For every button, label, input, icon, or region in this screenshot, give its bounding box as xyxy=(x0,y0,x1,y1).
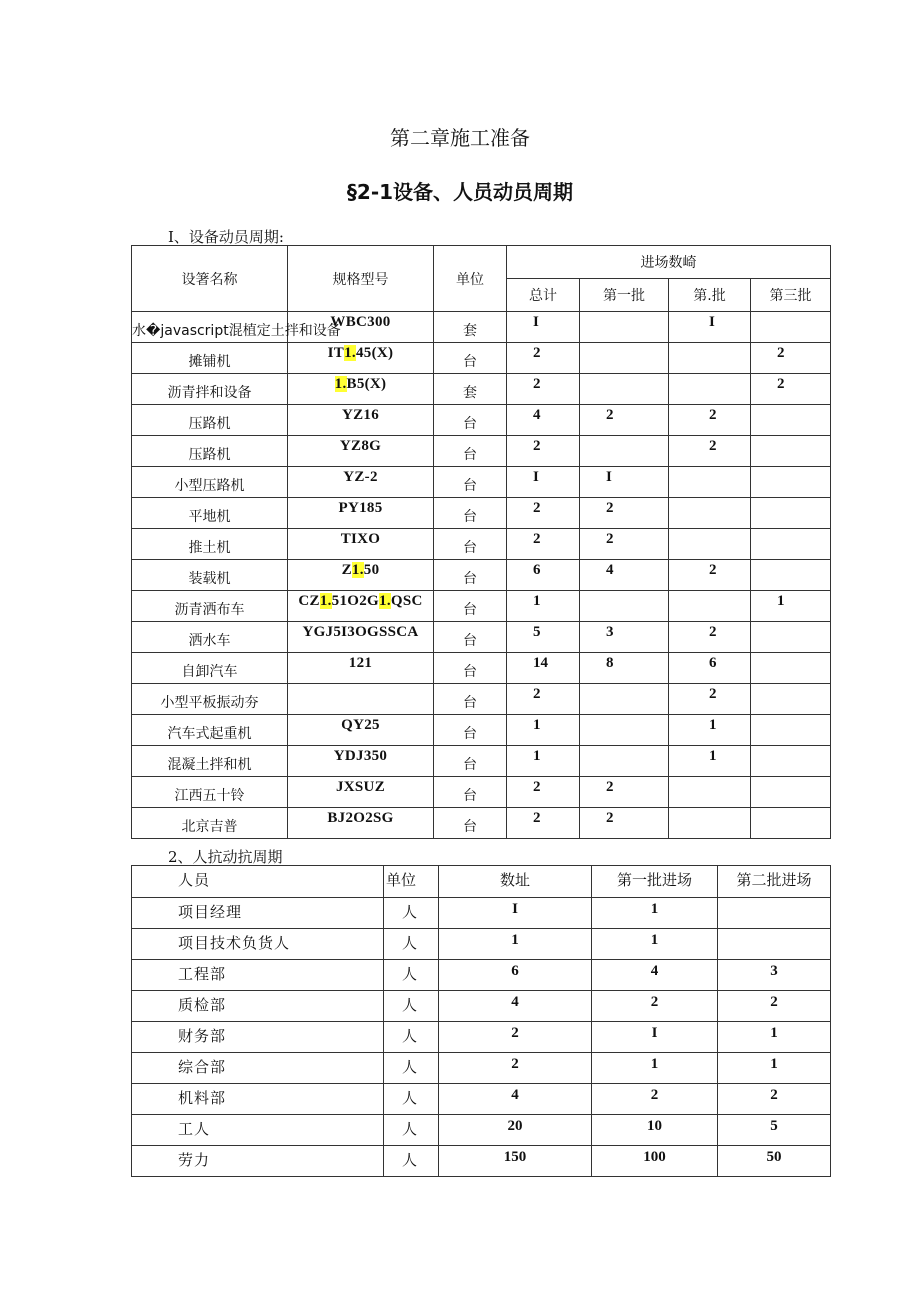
equipment-unit: 台 xyxy=(434,653,507,684)
personnel-unit: 人 xyxy=(384,1084,439,1115)
personnel-count: 4 xyxy=(439,991,592,1022)
equipment-total: 2 xyxy=(507,684,580,715)
personnel-row xyxy=(132,960,831,991)
equipment-name: 小型压路机 xyxy=(132,467,288,498)
personnel-batch2: 3 xyxy=(718,960,831,991)
equipment-batch2: 2 xyxy=(669,405,751,436)
equipment-header-batch2: 第.批 xyxy=(669,279,751,312)
equipment-row xyxy=(132,622,831,653)
personnel-unit: 人 xyxy=(384,898,439,929)
equipment-total: 2 xyxy=(507,436,580,467)
equipment-header-qty-group: 进场数崎 xyxy=(507,246,831,279)
personnel-batch1: I xyxy=(592,1022,718,1053)
equipment-batch2: 2 xyxy=(669,560,751,591)
equipment-unit: 台 xyxy=(434,343,507,374)
equipment-batch2: 2 xyxy=(669,436,751,467)
equipment-batch3 xyxy=(751,684,831,715)
personnel-count: 150 xyxy=(439,1146,592,1177)
equipment-name: 摊铺机 xyxy=(132,343,288,374)
equipment-name: 自卸汽车 xyxy=(132,653,288,684)
personnel-role: 项目技术负货人 xyxy=(132,929,384,960)
equipment-model: BJ2O2SG xyxy=(288,808,434,839)
equipment-unit: 台 xyxy=(434,591,507,622)
equipment-name: 压路机 xyxy=(132,405,288,436)
equipment-row xyxy=(132,405,831,436)
personnel-role: 工人 xyxy=(132,1115,384,1146)
personnel-count: I xyxy=(439,898,592,929)
equipment-batch3 xyxy=(751,529,831,560)
equipment-batch3 xyxy=(751,715,831,746)
equipment-row xyxy=(132,374,831,405)
equipment-unit: 台 xyxy=(434,777,507,808)
equipment-batch1: I xyxy=(580,467,669,498)
personnel-unit: 人 xyxy=(384,1146,439,1177)
personnel-role: 工程部 xyxy=(132,960,384,991)
equipment-total: I xyxy=(507,312,580,343)
equipment-batch3 xyxy=(751,312,831,343)
highlight-mark: 1. xyxy=(319,593,332,609)
equipment-batch3 xyxy=(751,405,831,436)
equipment-name: 洒水车 xyxy=(132,622,288,653)
personnel-role: 项目经理 xyxy=(132,898,384,929)
equipment-model: Z1.50 xyxy=(288,560,434,591)
equipment-batch2 xyxy=(669,374,751,405)
equipment-unit: 台 xyxy=(434,808,507,839)
equipment-row xyxy=(132,498,831,529)
personnel-count: 1 xyxy=(439,929,592,960)
equipment-batch1 xyxy=(580,343,669,374)
equipment-batch3 xyxy=(751,560,831,591)
equipment-total: 6 xyxy=(507,560,580,591)
equipment-header-batch3: 第三批 xyxy=(751,279,831,312)
personnel-unit: 人 xyxy=(384,991,439,1022)
highlight-mark: 1. xyxy=(379,593,391,609)
personnel-batch2: 2 xyxy=(718,1084,831,1115)
personnel-header-count: 数址 xyxy=(439,866,592,898)
personnel-header-unit: 单位 xyxy=(384,866,439,898)
equipment-batch1: 2 xyxy=(580,405,669,436)
personnel-batch2 xyxy=(718,898,831,929)
personnel-batch2: 2 xyxy=(718,991,831,1022)
personnel-batch2: 1 xyxy=(718,1022,831,1053)
personnel-batch2: 50 xyxy=(718,1146,831,1177)
equipment-name: 北京吉普 xyxy=(132,808,288,839)
equipment-row xyxy=(132,653,831,684)
personnel-section-heading: 2、人抗动抗周期 xyxy=(168,848,283,866)
equipment-header-batch1: 第一批 xyxy=(580,279,669,312)
equipment-batch1: 8 xyxy=(580,653,669,684)
equipment-model: 121 xyxy=(288,653,434,684)
personnel-batch1: 1 xyxy=(592,929,718,960)
equipment-name: 沥青拌和设备 xyxy=(132,374,288,405)
personnel-count: 4 xyxy=(439,1084,592,1115)
chapter-title: 第二章施工准备 xyxy=(390,126,530,150)
equipment-unit: 台 xyxy=(434,746,507,777)
equipment-batch1: 3 xyxy=(580,622,669,653)
personnel-unit: 人 xyxy=(384,1022,439,1053)
equipment-batch2 xyxy=(669,529,751,560)
personnel-role: 质检部 xyxy=(132,991,384,1022)
equipment-batch3 xyxy=(751,467,831,498)
personnel-unit: 人 xyxy=(384,1115,439,1146)
personnel-row xyxy=(132,1115,831,1146)
equipment-header-total: 总计 xyxy=(507,279,580,312)
equipment-model: PY185 xyxy=(288,498,434,529)
equipment-row xyxy=(132,684,831,715)
equipment-total: 2 xyxy=(507,343,580,374)
equipment-batch2: 2 xyxy=(669,622,751,653)
equipment-model: WBC300 xyxy=(288,312,434,343)
equipment-name: 沥青洒布车 xyxy=(132,591,288,622)
equipment-model: YZ-2 xyxy=(288,467,434,498)
equipment-row xyxy=(132,560,831,591)
equipment-batch2: 2 xyxy=(669,684,751,715)
equipment-unit: 台 xyxy=(434,529,507,560)
personnel-batch1: 10 xyxy=(592,1115,718,1146)
equipment-row xyxy=(132,808,831,839)
equipment-name: 水�javascript混植定土拌和设备 xyxy=(132,312,288,343)
equipment-unit: 台 xyxy=(434,560,507,591)
equipment-total: 5 xyxy=(507,622,580,653)
equipment-batch2: 1 xyxy=(669,746,751,777)
equipment-unit: 台 xyxy=(434,715,507,746)
equipment-batch1: 4 xyxy=(580,560,669,591)
equipment-batch2 xyxy=(669,343,751,374)
equipment-unit: 台 xyxy=(434,467,507,498)
equipment-section-heading: I、设备动员周期: xyxy=(168,228,284,246)
equipment-batch3 xyxy=(751,622,831,653)
equipment-batch1 xyxy=(580,746,669,777)
personnel-table xyxy=(131,865,831,1177)
equipment-batch1 xyxy=(580,715,669,746)
personnel-batch2 xyxy=(718,929,831,960)
equipment-row xyxy=(132,467,831,498)
equipment-batch2 xyxy=(669,777,751,808)
personnel-batch1: 4 xyxy=(592,960,718,991)
equipment-name: 汽车式起重机 xyxy=(132,715,288,746)
equipment-name: 压路机 xyxy=(132,436,288,467)
equipment-row xyxy=(132,591,831,622)
personnel-role: 综合部 xyxy=(132,1053,384,1084)
equipment-batch1 xyxy=(580,591,669,622)
equipment-batch2 xyxy=(669,591,751,622)
equipment-model xyxy=(288,684,434,715)
personnel-header-batch1: 第一批进场 xyxy=(592,866,718,898)
equipment-name: 平地机 xyxy=(132,498,288,529)
equipment-row xyxy=(132,343,831,374)
equipment-model: YGJ5I3OGSSCA xyxy=(288,622,434,653)
equipment-model: YZ8G xyxy=(288,436,434,467)
equipment-batch3 xyxy=(751,498,831,529)
equipment-model: 1.B5(X) xyxy=(288,374,434,405)
equipment-batch1: 2 xyxy=(580,808,669,839)
equipment-row xyxy=(132,746,831,777)
equipment-row xyxy=(132,777,831,808)
equipment-batch3 xyxy=(751,653,831,684)
equipment-batch3 xyxy=(751,777,831,808)
personnel-row xyxy=(132,1146,831,1177)
equipment-unit: 台 xyxy=(434,684,507,715)
equipment-total: 14 xyxy=(507,653,580,684)
equipment-name: 小型平板振动夯 xyxy=(132,684,288,715)
equipment-batch1 xyxy=(580,436,669,467)
equipment-batch1 xyxy=(580,684,669,715)
personnel-unit: 人 xyxy=(384,1053,439,1084)
personnel-count: 2 xyxy=(439,1053,592,1084)
equipment-name: 混凝土拌和机 xyxy=(132,746,288,777)
section-title: §2-1设备、人员动员周期 xyxy=(346,180,574,204)
equipment-model: YZ16 xyxy=(288,405,434,436)
equipment-unit: 套 xyxy=(434,374,507,405)
equipment-row xyxy=(132,312,831,343)
equipment-batch3: 2 xyxy=(751,374,831,405)
personnel-row xyxy=(132,1022,831,1053)
equipment-batch3 xyxy=(751,808,831,839)
personnel-count: 2 xyxy=(439,1022,592,1053)
personnel-row xyxy=(132,991,831,1022)
highlight-mark: 1. xyxy=(351,562,364,578)
equipment-total: 1 xyxy=(507,715,580,746)
equipment-batch2: I xyxy=(669,312,751,343)
equipment-batch3 xyxy=(751,746,831,777)
equipment-batch1 xyxy=(580,312,669,343)
equipment-total: 4 xyxy=(507,405,580,436)
equipment-model: TIXO xyxy=(288,529,434,560)
equipment-batch1: 2 xyxy=(580,777,669,808)
personnel-batch1: 1 xyxy=(592,898,718,929)
equipment-row xyxy=(132,436,831,467)
personnel-role: 劳力 xyxy=(132,1146,384,1177)
personnel-count: 20 xyxy=(439,1115,592,1146)
personnel-header-role: 人员 xyxy=(132,866,384,898)
equipment-row xyxy=(132,715,831,746)
equipment-name: 装载机 xyxy=(132,560,288,591)
equipment-unit: 台 xyxy=(434,436,507,467)
personnel-count: 6 xyxy=(439,960,592,991)
personnel-row xyxy=(132,1084,831,1115)
personnel-batch1: 2 xyxy=(592,991,718,1022)
equipment-model: IT1.45(X) xyxy=(288,343,434,374)
equipment-total: 2 xyxy=(507,777,580,808)
personnel-row xyxy=(132,929,831,960)
personnel-unit: 人 xyxy=(384,960,439,991)
equipment-batch1: 2 xyxy=(580,498,669,529)
personnel-role: 财务部 xyxy=(132,1022,384,1053)
personnel-batch2: 1 xyxy=(718,1053,831,1084)
equipment-batch2 xyxy=(669,498,751,529)
personnel-row xyxy=(132,898,831,929)
equipment-batch2: 6 xyxy=(669,653,751,684)
equipment-header-model: 规格型号 xyxy=(288,246,434,312)
equipment-total: 2 xyxy=(507,808,580,839)
equipment-unit: 台 xyxy=(434,405,507,436)
equipment-batch3: 1 xyxy=(751,591,831,622)
equipment-name: 推土机 xyxy=(132,529,288,560)
equipment-total: I xyxy=(507,467,580,498)
personnel-header-batch2: 第二批进场 xyxy=(718,866,831,898)
equipment-batch3: 2 xyxy=(751,343,831,374)
equipment-unit: 台 xyxy=(434,498,507,529)
equipment-total: 1 xyxy=(507,746,580,777)
personnel-unit: 人 xyxy=(384,929,439,960)
equipment-total: 2 xyxy=(507,498,580,529)
personnel-batch1: 1 xyxy=(592,1053,718,1084)
equipment-batch1 xyxy=(580,374,669,405)
equipment-total: 2 xyxy=(507,529,580,560)
equipment-unit: 套 xyxy=(434,312,507,343)
personnel-batch1: 2 xyxy=(592,1084,718,1115)
personnel-batch2: 5 xyxy=(718,1115,831,1146)
equipment-name: 江西五十铃 xyxy=(132,777,288,808)
equipment-model: QY25 xyxy=(288,715,434,746)
equipment-header-name: 设箸名称 xyxy=(132,246,288,312)
equipment-batch2 xyxy=(669,467,751,498)
highlight-mark: 1. xyxy=(344,345,356,361)
equipment-total: 1 xyxy=(507,591,580,622)
equipment-batch2: 1 xyxy=(669,715,751,746)
equipment-batch2 xyxy=(669,808,751,839)
equipment-row xyxy=(132,529,831,560)
equipment-total: 2 xyxy=(507,374,580,405)
highlight-mark: 1. xyxy=(334,376,347,392)
equipment-model: JXSUZ xyxy=(288,777,434,808)
equipment-table xyxy=(131,245,831,839)
equipment-unit: 台 xyxy=(434,622,507,653)
equipment-batch3 xyxy=(751,436,831,467)
equipment-model: YDJ350 xyxy=(288,746,434,777)
personnel-role: 机料部 xyxy=(132,1084,384,1115)
personnel-batch1: 100 xyxy=(592,1146,718,1177)
equipment-header-unit: 单位 xyxy=(434,246,507,312)
equipment-model: CZ1.51O2G1.QSC xyxy=(288,591,434,622)
equipment-batch1: 2 xyxy=(580,529,669,560)
personnel-row xyxy=(132,1053,831,1084)
